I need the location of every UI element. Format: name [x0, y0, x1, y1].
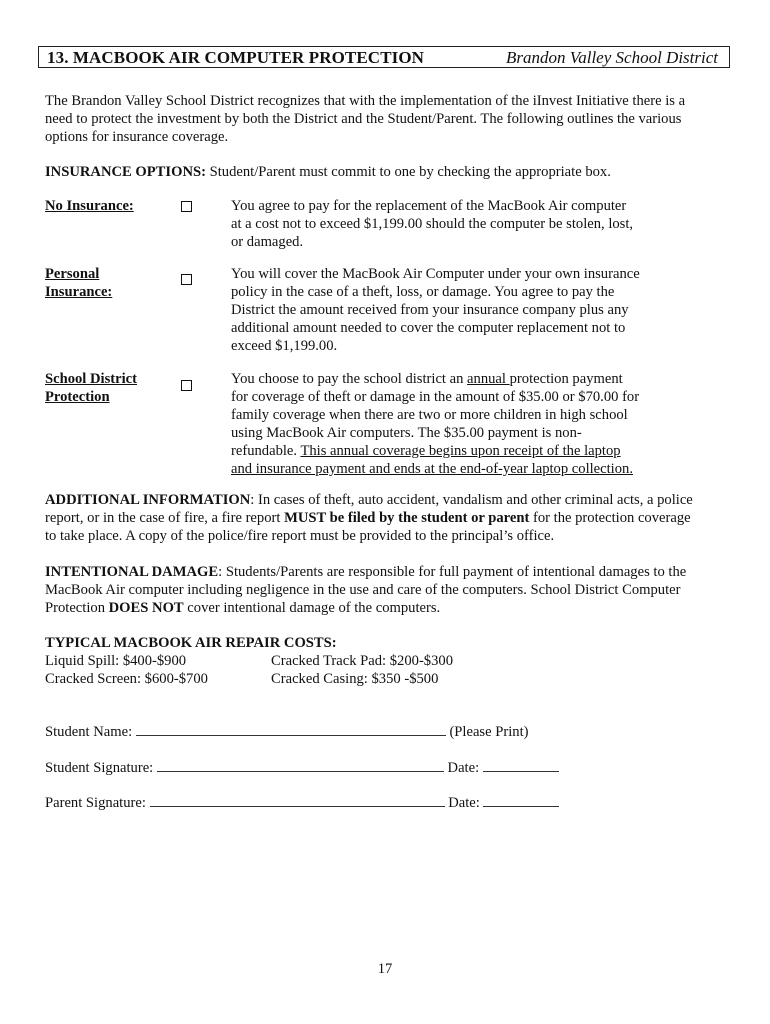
repair-cost-track-pad: Cracked Track Pad: $200-$300: [271, 653, 453, 669]
paragraph-text: report, or in the case of fire, a fire report: [45, 510, 285, 526]
paragraph-text: cover intentional damage of the computers.: [183, 600, 441, 616]
option-line: You will cover the MacBook Air Computer under your own insurance: [231, 266, 640, 282]
option-line-underlined: and insurance payment and ends at the end-of-year laptop collection.: [231, 461, 633, 477]
insurance-options-line: [45, 163, 725, 181]
parent-signature-label: Parent Signature:: [45, 795, 150, 811]
option-label-school-district: [45, 370, 137, 406]
school-district-protection-checkbox[interactable]: [181, 380, 192, 391]
parent-date-field[interactable]: [483, 794, 559, 807]
paragraph-text: : In cases of theft, auto accident, vandalism and other criminal acts, a police: [250, 492, 693, 508]
repair-costs-title: TYPICAL MACBOOK AIR REPAIR COSTS:: [45, 635, 337, 651]
page-number: 17: [377, 961, 393, 977]
option-label-line: School District: [45, 371, 138, 387]
paragraph-text: : Students/Parents are responsible for full payment of intentional damages to the: [218, 564, 687, 580]
option-text-segment: protection payment: [509, 371, 623, 387]
option-label-line: Personal: [45, 266, 100, 282]
option-line: [231, 370, 671, 388]
option-line: exceed $1,199.00.: [231, 338, 338, 354]
option-line: or damaged.: [231, 234, 304, 250]
personal-insurance-checkbox[interactable]: [181, 274, 192, 285]
option-text-no-insurance: [231, 197, 671, 251]
parent-date-label: Date:: [444, 795, 484, 811]
district-name: Brandon Valley School District: [505, 48, 718, 67]
paragraph-text: for the protection coverage: [529, 510, 691, 526]
paragraph-emphasis: MUST be filed by the student or parent: [284, 510, 530, 526]
option-text-underlined: This annual coverage begins upon receipt of the laptop: [300, 443, 621, 459]
intentional-damage-paragraph: [45, 563, 725, 617]
option-text-underlined: annual: [467, 371, 510, 387]
insurance-options-label: INSURANCE OPTIONS:: [45, 164, 206, 180]
option-text-school-district: [231, 370, 671, 478]
paragraph-line: [45, 599, 725, 617]
intentional-damage-label: INTENTIONAL DAMAGE: [45, 564, 219, 580]
student-signature-row: [45, 759, 559, 777]
repair-cost-liquid-spill: Liquid Spill: $400-$900: [45, 653, 187, 669]
intro-line: options for insurance coverage.: [45, 129, 229, 145]
option-line: additional amount needed to cover the computer replacement not to: [231, 320, 626, 336]
student-date-label: Date:: [443, 760, 483, 776]
paragraph-line: MacBook Air computer including negligence in the use and care of the computers. School District Computer: [45, 582, 681, 598]
option-text-segment: refundable.: [231, 443, 301, 459]
paragraph-line: [45, 563, 725, 581]
option-line: family coverage when there are two or more children in high school: [231, 407, 628, 423]
repair-cost-casing: Cracked Casing: $350 -$500: [271, 671, 439, 687]
option-text-segment: You choose to pay the school district an: [231, 371, 468, 387]
option-label-no-insurance: No Insurance:: [45, 198, 134, 214]
please-print-note: (Please Print): [445, 724, 529, 740]
option-line: [231, 442, 671, 460]
intro-line: The Brandon Valley School District recognizes that with the implementation of the iInvest Initiative there is a: [45, 93, 686, 109]
paragraph-text: Protection: [45, 600, 109, 616]
intro-line: need to protect the investment by both the District and the Student/Parent. The following outlines the various: [45, 111, 682, 127]
additional-information-label: ADDITIONAL INFORMATION: [45, 492, 251, 508]
no-insurance-checkbox[interactable]: [181, 201, 192, 212]
repair-cost-screen: Cracked Screen: $600-$700: [45, 671, 208, 687]
paragraph-line: [45, 491, 725, 509]
option-line: policy in the case of a theft, loss, or damage. You agree to pay the: [231, 284, 615, 300]
paragraph-emphasis: DOES NOT: [108, 600, 184, 616]
paragraph-line: [45, 509, 725, 527]
option-line: District the amount received from your insurance company plus any: [231, 302, 629, 318]
intro-paragraph: [45, 92, 725, 146]
parent-signature-field[interactable]: [150, 794, 445, 807]
student-name-label: Student Name:: [45, 724, 136, 740]
option-line: You agree to pay for the replacement of the MacBook Air computer: [231, 198, 627, 214]
section-title: 13. MACBOOK AIR COMPUTER PROTECTION: [47, 48, 425, 67]
option-label-line: Protection: [45, 389, 110, 405]
option-line: for coverage of theft or damage in the amount of $35.00 or $70.00 for: [231, 389, 640, 405]
option-label-personal: [45, 265, 112, 301]
paragraph-line: to take place. A copy of the police/fire report must be provided to the principal’s office.: [45, 528, 555, 544]
option-line: at a cost not to exceed $1,199.00 should the computer be stolen, lost,: [231, 216, 634, 232]
student-date-field[interactable]: [483, 759, 559, 772]
student-name-row: [45, 723, 528, 741]
option-line: using MacBook Air computers. The $35.00 payment is non-: [231, 425, 582, 441]
student-name-field[interactable]: [136, 723, 446, 736]
option-text-personal: [231, 265, 671, 355]
student-signature-label: Student Signature:: [45, 760, 157, 776]
option-label-line: Insurance:: [45, 284, 113, 300]
parent-signature-row: [45, 794, 559, 812]
insurance-options-text: Student/Parent must commit to one by checking the appropriate box.: [205, 164, 611, 180]
student-signature-field[interactable]: [157, 759, 444, 772]
additional-information-paragraph: [45, 491, 725, 545]
